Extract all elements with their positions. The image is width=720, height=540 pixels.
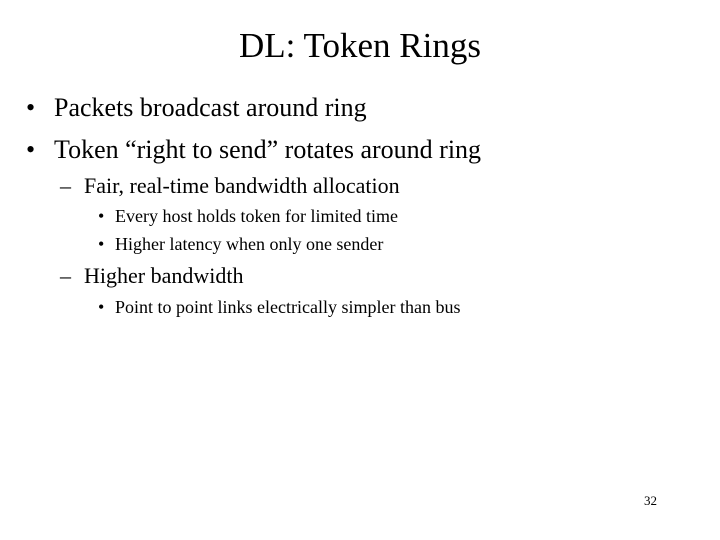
sub-sub-bullet-item: [98, 205, 698, 227]
sub-sub-bullet-marker: •: [98, 206, 105, 226]
bullet-item: [26, 92, 706, 124]
bullet-marker: •: [26, 135, 36, 164]
sub-sub-bullet-marker: •: [98, 297, 105, 317]
sub-bullet-marker: –: [60, 173, 71, 198]
bullet-text: Token “right to send” rotates around ring: [54, 135, 482, 164]
sub-bullet-item: [60, 262, 700, 290]
sub-sub-bullet-text: Higher latency when only one sender: [115, 234, 384, 254]
sub-sub-bullet-text: Point to point links electrically simpler than bus: [115, 297, 461, 317]
bullet-item: [26, 134, 706, 166]
sub-bullet-text: Higher bandwidth: [84, 263, 244, 288]
bullet-text: Packets broadcast around ring: [54, 93, 367, 122]
sub-bullet-marker: –: [60, 263, 71, 288]
sub-bullet-item: [60, 172, 700, 200]
sub-sub-bullet-text: Every host holds token for limited time: [115, 206, 398, 226]
page-number: 32: [644, 493, 657, 508]
sub-sub-bullet-marker: •: [98, 234, 105, 254]
sub-bullet-text: Fair, real-time bandwidth allocation: [84, 173, 400, 198]
sub-sub-bullet-item: [98, 233, 698, 255]
sub-sub-bullet-item: [98, 296, 698, 318]
bullet-marker: •: [26, 93, 36, 122]
slide-title: DL: Token Rings: [239, 26, 481, 65]
